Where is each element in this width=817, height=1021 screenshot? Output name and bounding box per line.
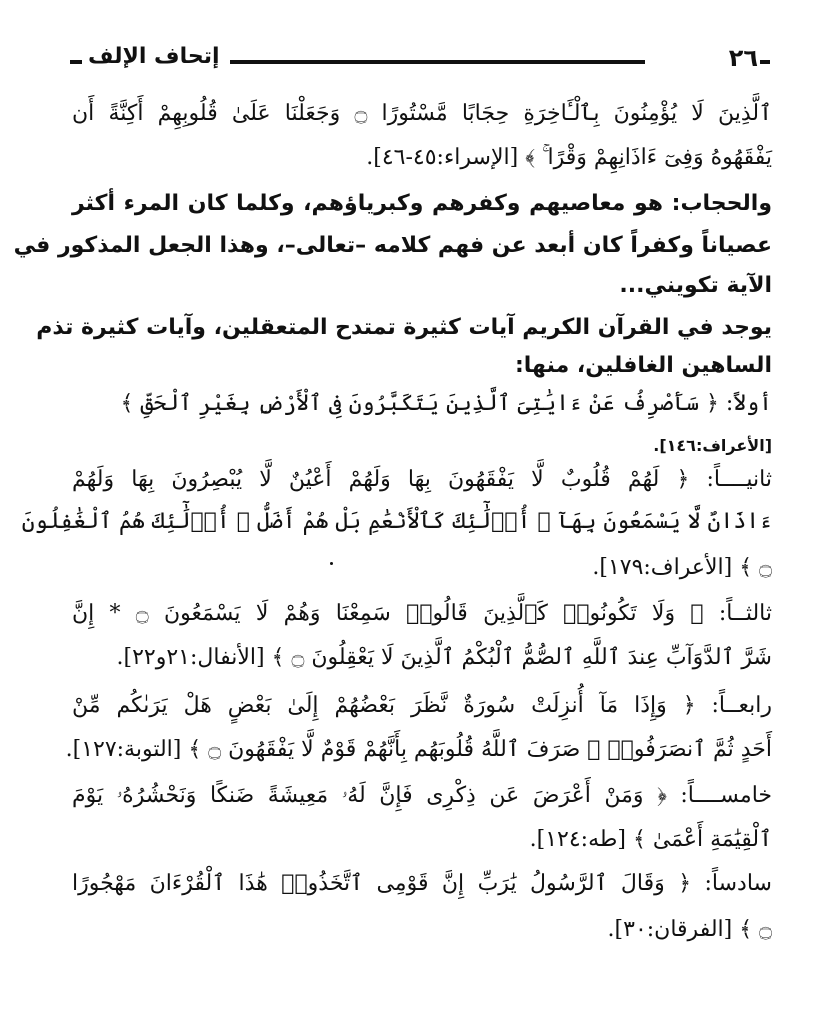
text-line: أَحَدٍ ثُمَّ ٱنصَرَفُوا۟ ۚ صَرَفَ ٱللَّهُ قُلُوبَهُم بِأَنَّهُمْ قَوْمٌ لَّا يَفْقَهُونَ ۝ ﴾ [التوبة:١٢٧]. [65,737,772,762]
text-line: أولاً: ﴿ سَأَصْرِفُ عَنْ ءَايَٰتِىَ ٱلَّذِينَ يَتَكَبَّرُونَ فِى ٱلْأَرْضِ بِغَيْرِ ٱلْحَقِّ ﴾ [120,391,772,416]
text-line: ۝ ﴾ [الفرقان:٣٠]. [607,917,772,942]
text-line: عصياناً وكفراً كان أبعد عن فهم كلامه –تعالى–، وهذا الجعل المذكور في [13,233,772,258]
text-line: سادساً: ﴿ وَقَالَ ٱلرَّسُولُ يَٰرَبِّ إِنَّ قَوْمِى ٱتَّخَذُوا۟ هَٰذَا ٱلْقُرْءَانَ مَهْجُورًا [72,871,772,896]
text-line: يوجد في القرآن الكريم آيات كثيرة تمتدح المتعقلين، وآيات كثيرة تذم [36,315,772,340]
text-line: خامســــاً: ﴿ وَمَنْ أَعْرَضَ عَن ذِكْرِى فَإِنَّ لَهُۥ مَعِيشَةً ضَنكًا وَنَحْشُرُهُۥ يَوْمَ [72,783,772,808]
page-number: ٢٦ [728,44,758,72]
text-line: ثالثــاً: ﴿ وَلَا تَكُونُوا۟ كَٱلَّذِينَ قَالُوا۟ سَمِعْنَا وَهُمْ لَا يَسْمَعُونَ ۝ * إِنَّ [72,601,772,626]
stray-dot [330,562,333,565]
book-title: إتحاف الإلف [88,44,220,69]
text-line: ءَاذَانٌ لَّا يَسْمَعُونَ بِهَآ ۚ أُو۟لَٰٓئِكَ كَٱلْأَنْعَٰمِ بَلْ هُمْ أَضَلُّ ۚ أُو۟لَٰٓئِكَ هُمُ ٱلْغَٰفِلُونَ [21,509,772,534]
text-line: ٱلَّذِينَ لَا يُؤْمِنُونَ بِٱلْـَٔاخِرَةِ حِجَابًا مَّسْتُورًا ۝ وَجَعَلْنَا عَلَىٰ قُلُوبِهِمْ أَكِنَّةً أَن [72,101,772,126]
header-dash-right [760,60,770,64]
text-line: يَفْقَهُوهُ وَفِىٓ ءَاذَانِهِمْ وَقْرًا ۚ ﴾ [الإسراء:٤٥-٤٦]. [366,145,772,170]
text-line: والحجاب: هو معاصيهم وكفرهم وكبرياؤهم، وكلما كان المرء أكثر [72,191,772,216]
text-line: [الأعراف:١٤٦]. [653,436,772,455]
text-line: شَرَّ ٱلدَّوَآبِّ عِندَ ٱللَّهِ ٱلصُّمُّ ٱلْبُكْمُ ٱلَّذِينَ لَا يَعْقِلُونَ ۝ ﴾ [الأنفال:٢١و٢٢]. [116,645,772,670]
text-line: ثانيــــاً: ﴿ لَهُمْ قُلُوبٌ لَّا يَفْقَهُونَ بِهَا وَلَهُمْ أَعْيُنٌ لَّا يُبْصِرُونَ بِهَا وَلَهُمْ [72,467,772,492]
header-dash-left [70,60,82,64]
text-line: الساهين الغافلين، منها: [515,353,772,378]
text-line: الآية تكويني... [619,273,772,298]
text-line: ۝ ﴾ [الأعراف:١٧٩]. [592,555,772,580]
page-header [70,44,770,78]
text-line: رابعــاً: ﴿ وَإِذَا مَآ أُنزِلَتْ سُورَةٌ نَّظَرَ بَعْضُهُمْ إِلَىٰ بَعْضٍ هَلْ يَرَىٰكُم مِّنْ [72,693,772,718]
text-line: ٱلْقِيَٰمَةِ أَعْمَىٰ ﴾ [طه:١٢٤]. [529,827,772,852]
header-rule [230,60,645,64]
